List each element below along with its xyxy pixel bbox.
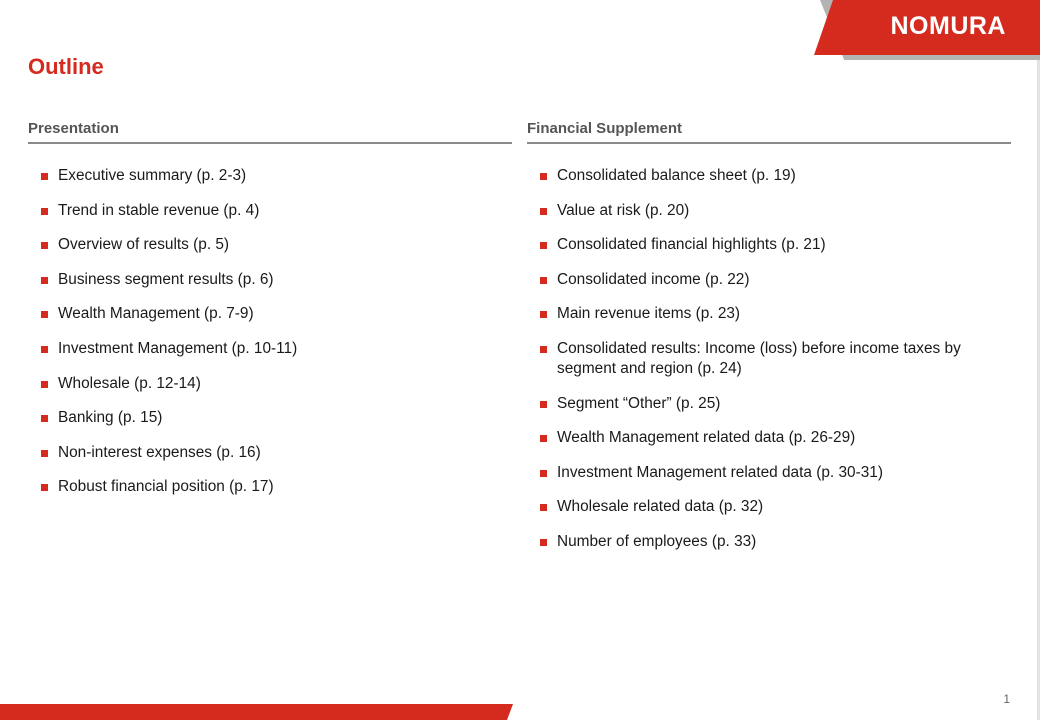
list-item [28, 374, 512, 394]
list-item [28, 235, 512, 255]
presentation-section-header: Presentation [28, 120, 512, 144]
list-item [28, 304, 512, 324]
list-item-label: Consolidated balance sheet (p. 19) [557, 167, 796, 184]
bullet-icon [540, 208, 547, 215]
bullet-icon [540, 470, 547, 477]
list-item [527, 270, 1011, 290]
financial-supplement-section-header: Financial Supplement [527, 120, 1011, 144]
list-item-label: Overview of results (p. 5) [58, 236, 230, 254]
bullet-icon [540, 435, 547, 442]
bullet-icon [540, 277, 547, 284]
list-item-label: Value at risk (p. 20) [557, 201, 690, 219]
list-item-label: Wholesale related data (p. 32) [557, 498, 764, 516]
list-item-label: Investment Management (p. 10-11) [58, 339, 298, 357]
list-item [28, 201, 512, 221]
nomura-logo: NOMURA [890, 12, 1006, 40]
list-item-label: Trend in stable revenue (p. 4) [58, 201, 260, 219]
bullet-icon [41, 277, 48, 284]
list-item [28, 408, 512, 428]
list-item-label: Executive summary (p. 2-3) [58, 167, 247, 184]
bullet-icon [41, 346, 48, 353]
list-item [527, 235, 1011, 255]
list-item [28, 443, 512, 463]
bullet-icon [41, 381, 48, 388]
bullet-icon [41, 311, 48, 318]
list-item-label: Wealth Management (p. 7-9) [58, 305, 254, 323]
bullet-icon [540, 242, 547, 249]
list-item [527, 394, 1011, 414]
list-item [527, 532, 1011, 552]
list-item-label: Banking (p. 15) [58, 409, 163, 427]
list-item-label: Consolidated results: Income (loss) before income taxes by segment and region (p. 24) [557, 339, 961, 377]
presentation-section [28, 120, 512, 512]
bullet-icon [41, 415, 48, 422]
list-item-label: Investment Management related data (p. 30-31) [557, 463, 883, 481]
list-item-label: Consolidated financial highlights (p. 21) [557, 236, 826, 254]
list-item [527, 304, 1011, 324]
list-item-label: Segment “Other” (p. 25) [557, 394, 721, 412]
list-item-label: Non-interest expenses (p. 16) [58, 443, 261, 461]
list-item [527, 339, 1011, 379]
list-item [28, 166, 512, 186]
list-item-label: Number of employees (p. 33) [557, 532, 757, 550]
bullet-icon [540, 539, 547, 546]
bullet-icon [41, 242, 48, 249]
header-brand-band [0, 0, 1040, 60]
bullet-icon [41, 173, 48, 180]
bullet-icon [41, 450, 48, 457]
footer-band-red-shape [0, 704, 513, 720]
financial-supplement-item-list [527, 166, 1011, 552]
bullet-icon [540, 311, 547, 318]
bullet-icon [540, 346, 547, 353]
list-item [527, 463, 1011, 483]
presentation-item-list [28, 166, 512, 497]
slide-title: Outline [28, 54, 104, 79]
list-item-label: Business segment results (p. 6) [58, 270, 274, 288]
list-item-label: Main revenue items (p. 23) [557, 305, 741, 323]
list-item-label: Robust financial position (p. 17) [58, 478, 274, 496]
list-item [28, 477, 512, 497]
bullet-icon [540, 504, 547, 511]
bullet-icon [540, 401, 547, 408]
bullet-icon [41, 484, 48, 491]
bullet-icon [41, 208, 48, 215]
list-item-label: Consolidated income (p. 22) [557, 270, 750, 288]
list-item [527, 497, 1011, 517]
footer-brand-band [0, 702, 520, 720]
bullet-icon [540, 173, 547, 180]
list-item-label: Wealth Management related data (p. 26-29) [557, 429, 856, 447]
page-number: 1 [1003, 692, 1010, 706]
list-item [28, 270, 512, 290]
list-item-label: Wholesale (p. 12-14) [58, 374, 201, 392]
list-item [28, 339, 512, 359]
list-item [527, 201, 1011, 221]
list-item [527, 428, 1011, 448]
financial-supplement-section [527, 120, 1011, 567]
list-item [527, 166, 1011, 186]
